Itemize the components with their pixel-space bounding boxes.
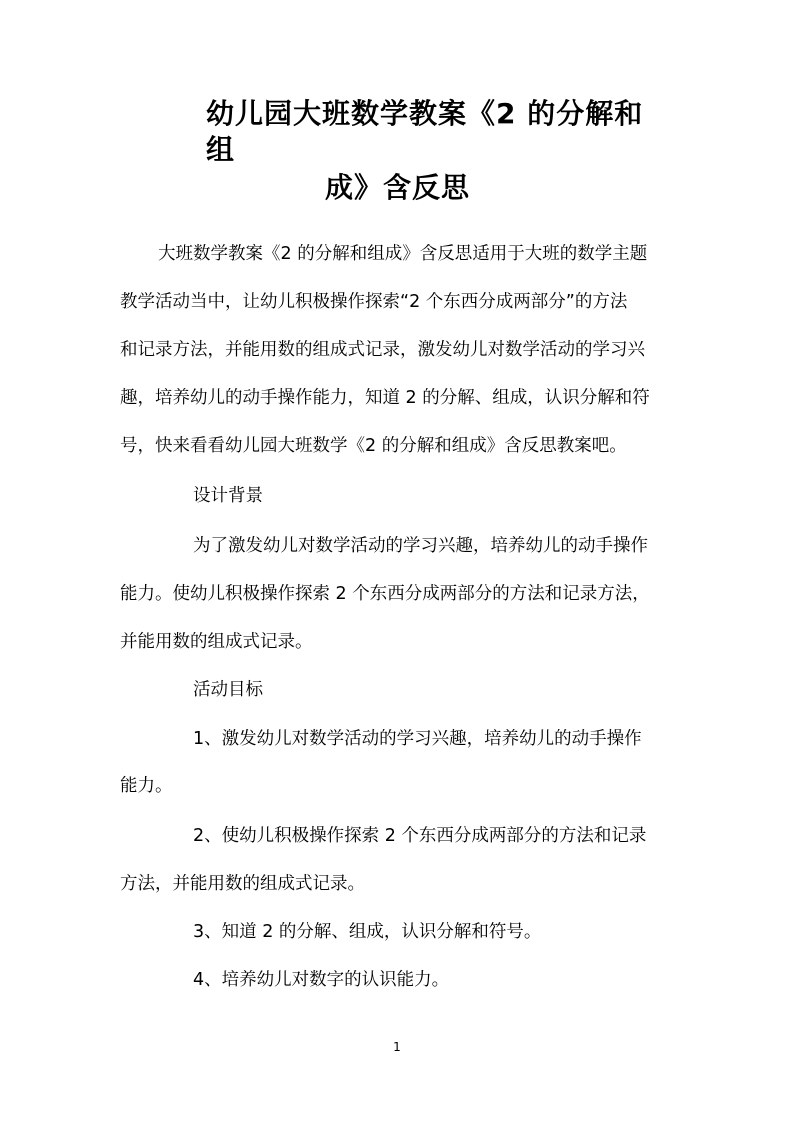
intro-line: 趣，培养幼儿的动手操作能力，知道 2 的分解、组成，认识分解和符 <box>120 388 650 408</box>
document-title-line-2: 成》含反思 <box>324 171 470 204</box>
background-line: 为了激发幼儿对数学活动的学习兴趣，培养幼儿的动手操作 <box>193 536 648 556</box>
intro-line: 号，快来看看幼儿园大班数学《2 的分解和组成》含反思教案吧。 <box>120 436 627 456</box>
goal-line: 方法，并能用数的组成式记录。 <box>120 874 365 894</box>
intro-line: 教学活动当中，让幼儿积极操作探索“2 个东西分成两部分”的方法 <box>120 292 628 312</box>
background-line: 并能用数的组成式记录。 <box>120 632 313 652</box>
goal-line: 2、使幼儿积极操作探索 2 个东西分成两部分的方法和记录 <box>193 826 647 846</box>
page-number: 1 <box>393 1040 401 1054</box>
background-line: 能力。使幼儿积极操作探索 2 个东西分成两部分的方法和记录方法， <box>120 584 650 604</box>
intro-line: 大班数学教案《2 的分解和组成》含反思适用于大班的数学主题 <box>158 244 648 264</box>
goal-line: 4、培养幼儿对数字的认识能力。 <box>193 970 450 990</box>
section-heading-background: 设计背景 <box>193 486 263 506</box>
document-title-line-1: 幼儿园大班数学教案《2 的分解和组 <box>206 97 644 166</box>
intro-line: 和记录方法，并能用数的组成式记录，激发幼儿对数学活动的学习兴 <box>120 340 645 360</box>
section-heading-goals: 活动目标 <box>193 680 263 700</box>
goal-line: 能力。 <box>120 776 173 796</box>
goal-line: 3、知道 2 的分解、组成，认识分解和符号。 <box>193 922 542 942</box>
goal-line: 1、激发幼儿对数学活动的学习兴趣，培养幼儿的动手操作 <box>193 729 642 749</box>
